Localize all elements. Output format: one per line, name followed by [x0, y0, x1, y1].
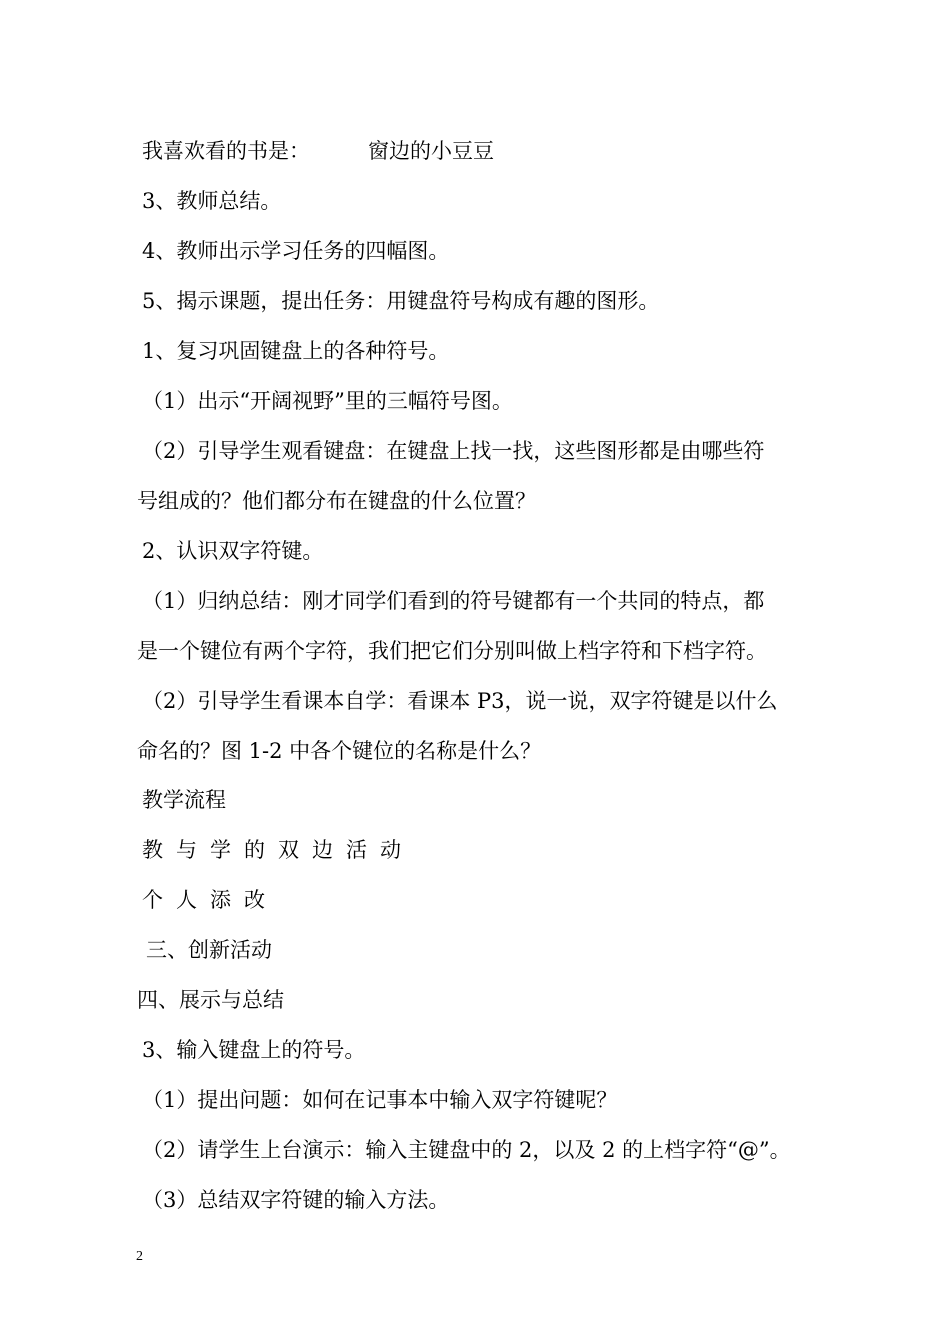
text-line: （3）总结双字符键的输入方法。	[142, 1188, 450, 1212]
text-line: 4、教师出示学习任务的四幅图。	[142, 239, 450, 263]
text-line: 3、输入键盘上的符号。	[142, 1038, 366, 1062]
text-line: 1、复习巩固键盘上的各种符号。	[142, 339, 450, 363]
favorite-book-label: 我喜欢看的书是：	[142, 139, 310, 163]
favorite-book-title: 窗边的小豆豆	[368, 139, 494, 163]
section-heading: 三、创新活动	[146, 938, 272, 962]
text-line: 命名的？图 1-2 中各个键位的名称是什么？	[137, 739, 542, 763]
text-line: （2）引导学生观看键盘：在键盘上找一找，这些图形都是由哪些符	[142, 439, 765, 463]
table-header: 教与学的双边活动	[142, 838, 414, 862]
text-line: （1）出示“开阔视野”里的三幅符号图。	[142, 389, 513, 413]
text-line: 2、认识双字符键。	[142, 539, 324, 563]
text-line: 3、教师总结。	[142, 189, 282, 213]
text-line: （1）提出问题：如何在记事本中输入双字符键呢？	[142, 1088, 618, 1112]
text-line: （2）请学生上台演示：输入主键盘中的 2，以及 2 的上档字符“@”。	[142, 1138, 791, 1162]
page-number: 2	[136, 1249, 143, 1264]
text-line: 5、揭示课题，提出任务：用键盘符号构成有趣的图形。	[142, 289, 660, 313]
text-line: （1）归纳总结：刚才同学们看到的符号键都有一个共同的特点，都	[142, 589, 765, 613]
section-heading: 教学流程	[142, 788, 226, 812]
text-line: 号组成的？他们都分布在键盘的什么位置？	[137, 489, 536, 513]
text-line: 是一个键位有两个字符，我们把它们分别叫做上档字符和下档字符。	[137, 639, 767, 663]
section-heading: 四、展示与总结	[137, 988, 284, 1012]
table-header: 个人添改	[142, 888, 278, 912]
text-line: （2）引导学生看课本自学：看课本 P3，说一说，双字符键是以什么	[142, 689, 778, 713]
